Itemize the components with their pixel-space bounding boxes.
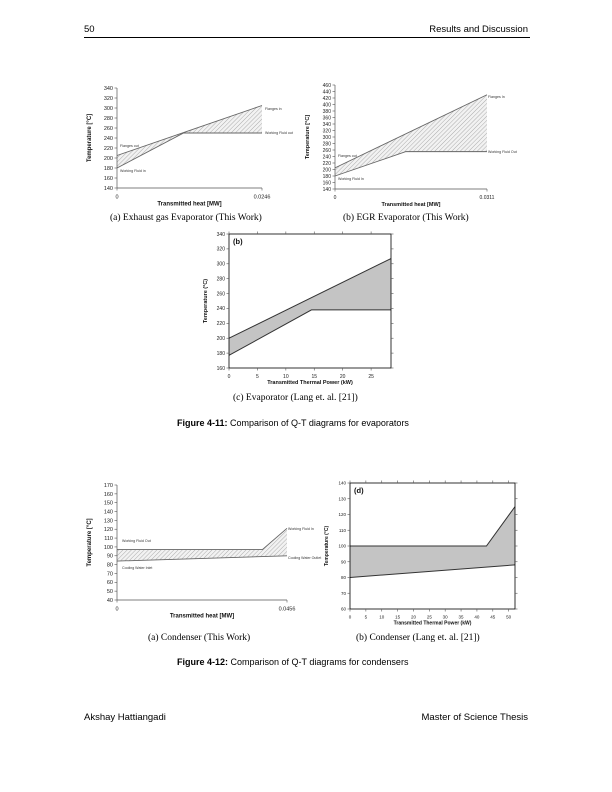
figure-4-11-text: Comparison of Q-T diagrams for evaporators [230,418,409,428]
y-tick-label: 180 [216,350,225,357]
x-tick-label: 20 [339,374,346,380]
chart-condenser-this-work [80,478,322,628]
x-tick-label: 50 [506,614,512,620]
y-tick-label: 180 [322,173,331,180]
shaded-region [229,259,391,356]
y-tick-label: 80 [106,562,113,569]
hot-side-line [350,507,515,546]
figure-4-11-caption [177,418,409,428]
y-axis-label: Temperature [°C] [87,518,93,567]
y-tick-label: 280 [103,115,113,122]
chart-evaporator-exhaust [80,80,293,215]
x-tick-label: 5 [364,614,368,620]
curve-annotation: Working Fluid In [288,527,314,531]
x-tick-label: 25 [368,374,374,380]
y-tick-label: 200 [103,155,113,162]
y-tick-label: 300 [322,134,331,141]
y-tick-label: 340 [103,85,113,92]
x-tick-label: 0.0456 [278,606,296,613]
y-tick-label: 150 [103,500,113,507]
y-tick-label: 110 [104,536,113,543]
curve-annotation: Working Fluid Out [122,539,151,543]
y-tick-label: 340 [216,231,225,238]
y-tick-label: 380 [322,108,331,115]
shaded-region [117,106,262,169]
curve-annotation: Flanges in [265,107,282,111]
y-tick-label: 460 [322,82,331,89]
x-axis-label: Transmitted Thermal Power (kW) [267,380,353,386]
y-axis-label: Temperature [°C] [87,113,93,163]
x-tick-label: 25 [426,614,432,620]
y-tick-label: 160 [103,491,113,498]
y-tick-label: 240 [103,135,113,142]
y-tick-label: 80 [340,575,346,581]
shaded-region [335,95,487,176]
x-axis-label: Transmitted heat [MW] [157,201,222,208]
y-tick-label: 260 [216,291,225,298]
y-tick-label: 360 [322,115,331,122]
y-tick-label: 170 [103,482,113,489]
y-axis-label: Temperature [°C] [305,114,311,160]
x-tick-label: 0 [115,606,119,613]
x-tick-label: 20 [410,614,416,620]
y-tick-label: 40 [106,597,113,604]
y-tick-label: 140 [103,185,113,192]
x-tick-label: 0 [333,195,337,201]
subcaption-4-12a: (a) Condenser (This Work) [148,633,251,643]
y-tick-label: 220 [103,145,113,152]
y-tick-label: 440 [322,89,331,96]
y-tick-label: 220 [216,321,225,328]
y-tick-label: 90 [106,553,113,560]
curve-annotation: Working Fluid In [338,177,364,181]
panel-label: (b) [233,237,243,246]
y-tick-label: 400 [322,102,331,109]
y-tick-label: 130 [338,496,346,502]
y-tick-label: 220 [322,160,331,167]
curve-annotation: Working Fluid in [120,169,146,173]
x-axis-label: Transmitted heat [MW] [381,202,441,208]
page-number: 50 [84,24,95,35]
curve-annotation: Flanges In [488,95,505,99]
curve-annotation: Cooling Water Inlet [122,566,153,570]
x-tick-label: 10 [379,614,385,620]
x-axis-label: Transmitted Thermal Power (kW) [393,620,472,627]
figure-4-12-caption [177,657,408,667]
curve-annotation: Cooling Water Outlet [288,556,322,560]
chart-condenser-lang [316,478,526,628]
x-tick-label: 15 [311,374,318,380]
y-tick-label: 120 [338,512,346,518]
y-tick-label: 240 [322,154,331,161]
x-tick-label: 40 [474,614,480,620]
y-tick-label: 70 [340,590,346,596]
y-tick-label: 320 [216,246,225,253]
footer-thesis: Master of Science Thesis [421,712,528,723]
curve-annotation: Flanges out [120,144,139,148]
figure-4-12-text: Comparison of Q-T diagrams for condensers [230,657,409,667]
y-tick-label: 160 [103,175,113,182]
y-tick-label: 180 [103,165,113,172]
figure-4-11-label: Figure 4-11: [177,418,228,428]
y-tick-label: 280 [216,276,225,283]
y-tick-label: 140 [338,480,346,486]
x-tick-label: 0.0246 [253,194,271,201]
x-tick-label: 10 [283,374,289,380]
y-tick-label: 300 [103,105,113,112]
x-axis-label: Transmitted heat [MW] [169,613,235,620]
y-tick-label: 120 [103,527,113,534]
y-axis-label: Temperature (°C) [203,278,209,324]
y-tick-label: 340 [322,121,331,128]
x-tick-label: 35 [458,614,464,620]
y-tick-label: 60 [340,606,346,612]
y-tick-label: 100 [338,543,346,549]
subcaption-4-11b: (b) EGR Evaporator (This Work) [343,213,469,223]
y-tick-label: 320 [322,128,331,135]
curve-annotation: Flanges out [338,154,357,158]
subcaption-4-11a: (a) Exhaust gas Evaporator (This Work) [110,213,262,223]
y-tick-label: 60 [106,580,113,587]
y-tick-label: 200 [216,335,225,342]
y-tick-label: 160 [216,365,225,372]
y-tick-label: 420 [322,95,331,102]
x-tick-label: 30 [442,614,448,620]
x-tick-label: 45 [490,614,496,620]
y-axis-label: Temperature (°C) [324,525,330,567]
running-header-section: Results and Discussion [429,24,528,35]
y-tick-label: 240 [216,306,225,313]
header-rule [84,37,530,38]
y-tick-label: 100 [103,544,113,551]
y-tick-label: 280 [322,141,331,148]
subcaption-4-11c: (c) Evaporator (Lang et. al. [21]) [233,393,358,403]
y-tick-label: 70 [106,571,113,578]
y-tick-label: 260 [103,125,113,132]
y-tick-label: 130 [103,518,113,525]
y-tick-label: 200 [322,167,331,174]
chart-evaporator-lang [195,228,405,390]
subcaption-4-12b: (b) Condenser (Lang et. al. [21]) [356,633,480,643]
x-tick-label: 0.0311 [479,195,495,201]
y-tick-label: 110 [338,527,346,533]
x-tick-label: 0 [115,194,119,201]
x-tick-label: 5 [256,374,259,380]
footer-author: Akshay Hattiangadi [84,712,166,723]
x-tick-label: 15 [395,614,401,620]
chart-evaporator-egr [302,80,522,215]
y-tick-label: 50 [106,589,113,596]
y-tick-label: 140 [103,509,113,516]
y-tick-label: 320 [103,95,113,102]
figure-4-12-label: Figure 4-12: [177,657,229,667]
y-tick-label: 300 [216,261,225,268]
curve-annotation: Working Fluid out [265,131,293,135]
panel-label: (d) [354,486,364,495]
y-tick-label: 140 [322,186,331,193]
y-tick-label: 160 [322,180,331,187]
y-tick-label: 90 [340,559,346,565]
y-tick-label: 260 [322,147,331,154]
x-tick-label: 0 [348,614,352,620]
curve-annotation: Working Fluid Out [488,150,517,154]
x-tick-label: 0 [227,374,231,380]
